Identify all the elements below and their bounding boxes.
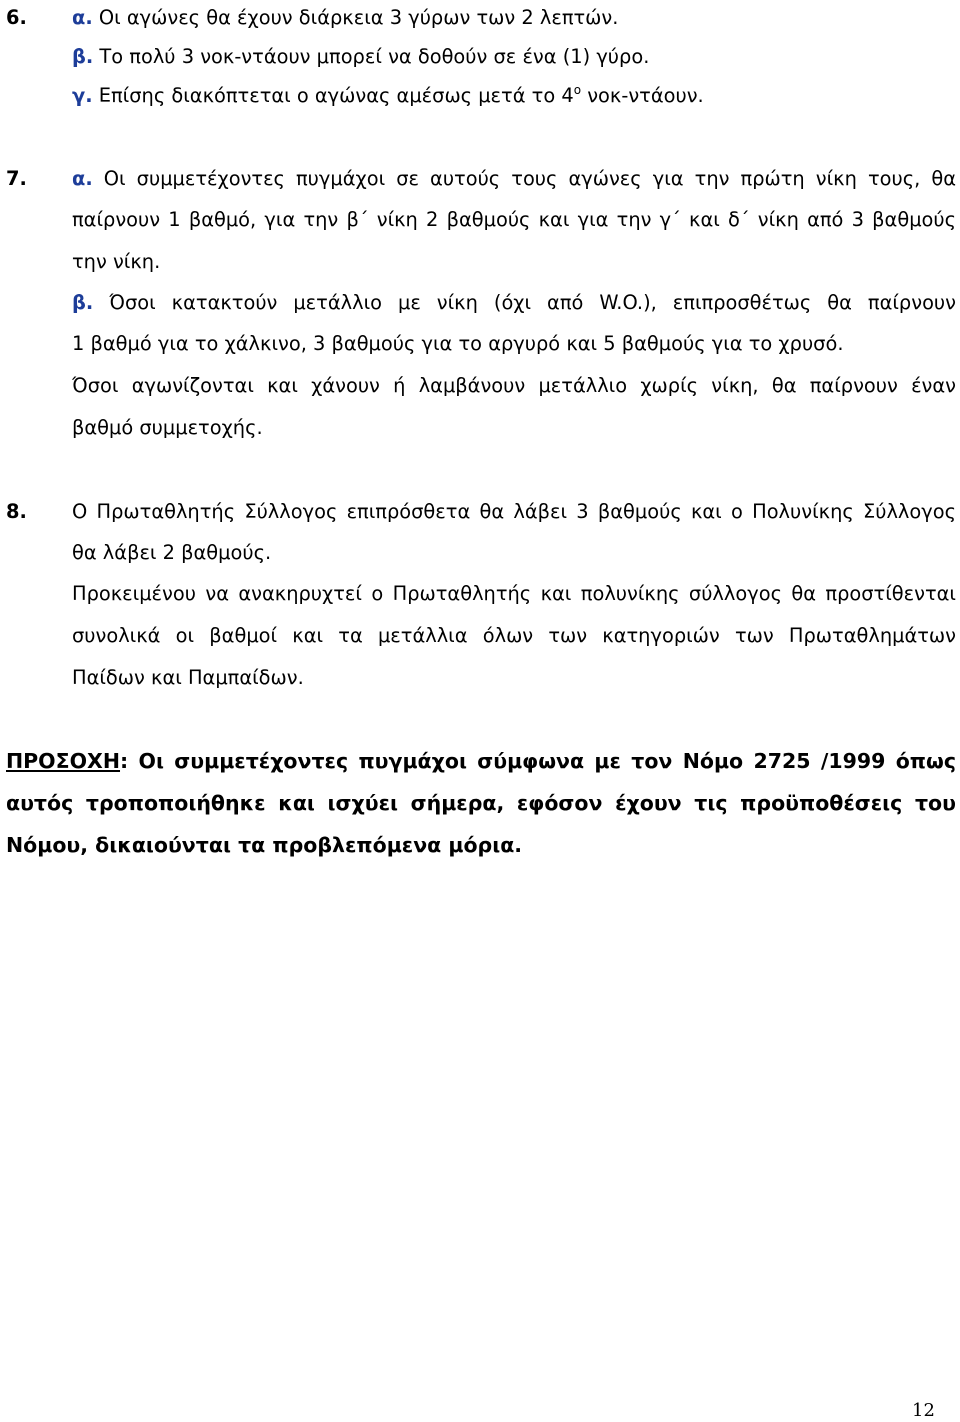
notice-line-1 (6, 749, 956, 773)
item-text-end: νοκ-ντάουν. (581, 84, 704, 107)
notice-colon: : (120, 749, 129, 773)
section-8-paragraph-line-2: συνολικά οι βαθμοί και τα μετάλλια όλων των κατηγοριών των Πρωταθλημάτων (72, 624, 956, 647)
section-7-number (6, 167, 27, 191)
section-number: 7. (6, 167, 27, 190)
section-6-line-a (6, 6, 27, 30)
item-label: γ. (72, 84, 93, 107)
section-7-item-a-line-2: παίρνουν 1 βαθμό, για την β΄ νίκη 2 βαθμούς και για την γ΄ και δ΄ νίκη από 3 βαθμούς (72, 208, 956, 231)
item-text: Όσοι κατακτούν μετάλλιο με νίκη (όχι από W.O.), επιπροσθέτως θα παίρνουν (109, 291, 956, 314)
item-text: Το πολύ 3 νοκ-ντάουν μπορεί να δοθούν σε ένα (1) γύρο. (99, 45, 650, 68)
section-7-item-a-line-3: την νίκη. (72, 250, 161, 273)
page-number: 12 (912, 1400, 935, 1421)
section-number: 8. (6, 500, 27, 523)
section-8-line-1: Ο Πρωταθλητής Σύλλογος επιπρόσθετα θα λάβει 3 βαθμούς και ο Πολυνίκης Σύλλογος (72, 500, 956, 523)
section-7-paragraph-line-1: Όσοι αγωνίζονται και χάνουν ή λαμβάνουν μετάλλιο χωρίς νίκη, θα παίρνουν έναν (72, 374, 956, 397)
section-8-line-2: θα λάβει 2 βαθμούς. (72, 541, 272, 564)
section-number: 6. (6, 6, 27, 29)
notice-line-3: Νόμου, δικαιούνται τα προβλεπόμενα μόρια. (6, 833, 523, 857)
section-7-item-a-line-1 (72, 167, 956, 191)
ordinal-superscript: ο (573, 83, 582, 97)
item-text: Οι συμμετέχοντες πυγμάχοι σε αυτούς τους αγώνες για την πρώτη νίκη τους, θα (103, 167, 956, 190)
section-8-number (6, 500, 27, 524)
item-label: β. (72, 291, 94, 314)
section-6-item-b (72, 45, 649, 69)
section-8-paragraph-line-1: Προκειμένου να ανακηρυχτεί ο Πρωταθλητής και πολυνίκης σύλλογος θα προστίθενται (72, 582, 956, 605)
section-6-item-c (72, 84, 704, 108)
section-7-paragraph-line-2: βαθμό συμμετοχής. (72, 416, 263, 439)
item-label: α. (72, 167, 93, 190)
item-label: β. (72, 45, 94, 68)
notice-line-2: αυτός τροποποιήθηκε και ισχύει σήμερα, εφόσον έχουν τις προϋποθέσεις του (6, 791, 956, 815)
section-8-paragraph-line-3: Παίδων και Παμπαίδων. (72, 666, 304, 689)
notice-label: ΠΡΟΣΟΧΗ (6, 749, 121, 773)
section-7-item-b-line-1 (72, 291, 956, 315)
item-label: α. (72, 6, 93, 29)
notice-text: Οι συμμετέχοντες πυγμάχοι σύμφωνα με τον Νόμο 2725 /1999 όπως (128, 749, 956, 773)
section-6-item-a (72, 6, 618, 30)
item-text: Επίσης διακόπτεται ο αγώνας αμέσως μετά το 4 (98, 84, 574, 107)
item-text: Οι αγώνες θα έχουν διάρκεια 3 γύρων των 2 λεπτών. (98, 6, 619, 29)
section-7-item-b-line-2: 1 βαθμό για το χάλκινο, 3 βαθμούς για το αργυρό και 5 βαθμούς για το χρυσό. (72, 332, 844, 355)
